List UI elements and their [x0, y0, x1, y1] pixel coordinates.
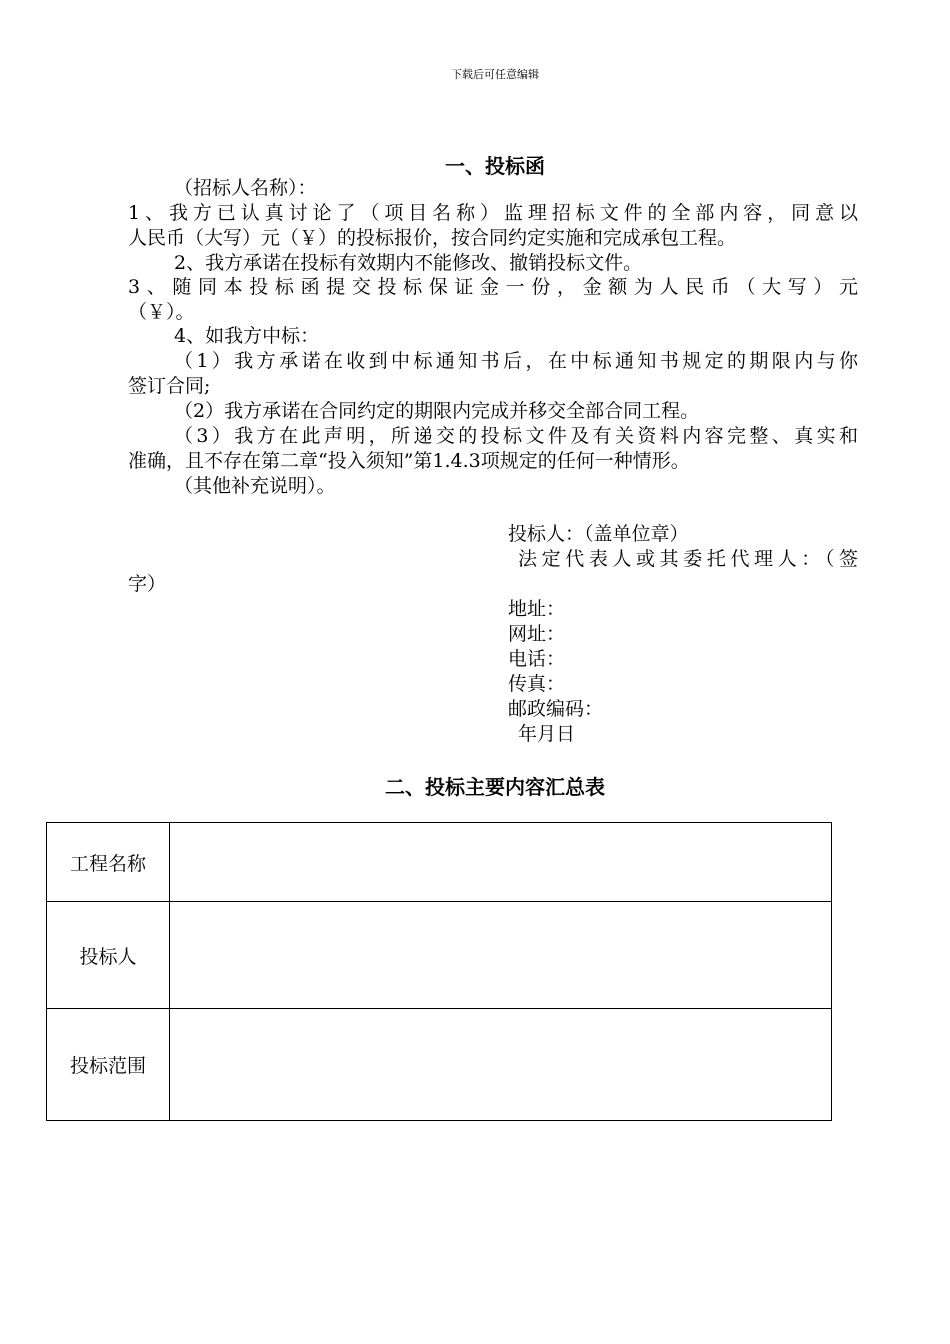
summary-table	[46, 822, 832, 1121]
paragraph-1-line-2: 人民币（大写）元（￥）的投标报价，按合同约定实施和完成承包工程。	[128, 227, 737, 249]
paragraph-1-line-1: 1、我方已认真讨论了（项目名称）监理招标文件的全部内容，同意以	[128, 202, 858, 224]
row-value-project-name	[170, 823, 832, 902]
paragraph-2: 2、我方承诺在投标有效期内不能修改、撤销投标文件。	[174, 252, 643, 274]
signature-representative-line-1: 法定代表人或其委托代理人：（签	[518, 548, 858, 570]
row-value-bid-scope	[170, 1009, 832, 1121]
signature-bidder: 投标人：（盖单位章）	[508, 523, 689, 545]
section-title-summary: 二、投标主要内容汇总表	[385, 775, 605, 799]
row-value-bidder	[170, 902, 832, 1009]
table-row	[47, 1009, 832, 1121]
paragraph-4: 4、如我方中标：	[174, 325, 320, 347]
row-label-bid-scope: 投标范围	[47, 1009, 170, 1121]
signature-representative-line-2: 字）	[128, 573, 167, 595]
paragraph-4-2: （2）我方承诺在合同约定的期限内完成并移交全部合同工程。	[174, 400, 700, 422]
signature-address: 地址：	[508, 598, 566, 620]
signature-postcode: 邮政编码：	[508, 698, 604, 720]
signature-date: 年月日	[518, 723, 576, 745]
addressee: （招标人名称）：	[174, 177, 317, 199]
row-label-project-name: 工程名称	[47, 823, 170, 902]
table-row	[47, 823, 832, 902]
paragraph-5: （其他补充说明）。	[174, 475, 336, 497]
paragraph-3-line-1: 3、随同本投标函提交投标保证金一份，金额为人民币（大写）元	[128, 276, 858, 298]
paragraph-4-1-line-1: （1）我方承诺在收到中标通知书后，在中标通知书规定的期限内与你	[174, 350, 858, 372]
paragraph-4-1-line-2: 签订合同;	[128, 375, 211, 397]
signature-fax: 传真：	[508, 673, 566, 695]
paragraph-4-3-line-2: 准确，且不存在第二章“投入须知”第1.4.3项规定的任何一种情形。	[128, 450, 690, 472]
paragraph-3-line-2: （￥）。	[128, 301, 195, 323]
signature-website: 网址：	[508, 623, 566, 645]
section-title-bid-letter: 一、投标函	[445, 154, 545, 178]
header-note: 下载后可任意编辑	[451, 68, 539, 81]
row-label-bidder: 投标人	[47, 902, 170, 1009]
table-row	[47, 902, 832, 1009]
signature-phone: 电话：	[508, 648, 566, 670]
paragraph-4-3-line-1: （3）我方在此声明，所递交的投标文件及有关资料内容完整、真实和	[174, 425, 858, 447]
